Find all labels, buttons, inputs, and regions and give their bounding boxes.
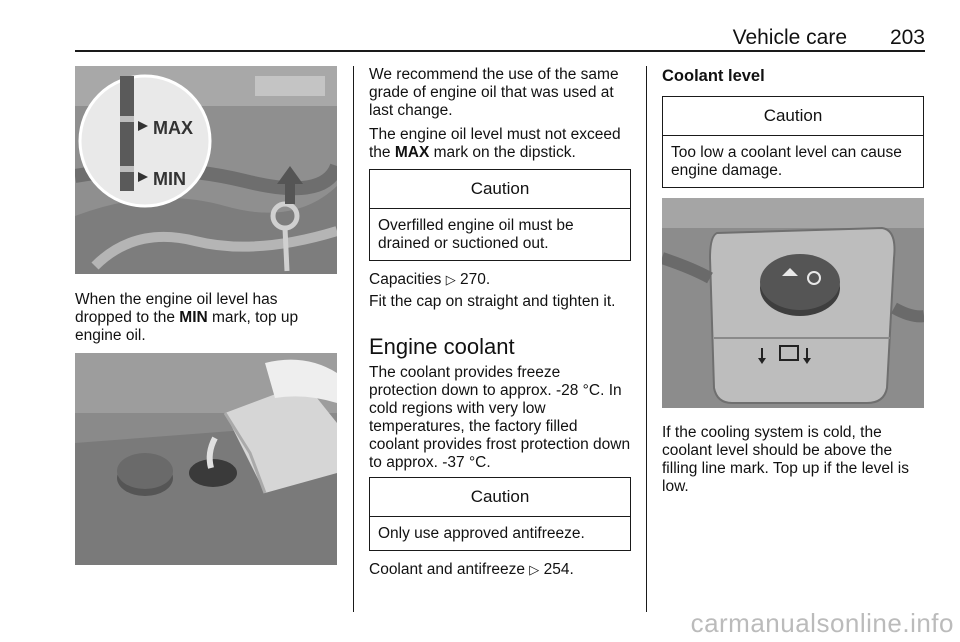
caution-box-coolant [662, 96, 924, 188]
max-paragraph: The engine oil level must not exceed the MAX mark on the dipstick. [369, 126, 621, 161]
caution-title: Caution [370, 170, 630, 209]
capacities-line: Capacities ▷ 270. [369, 271, 491, 288]
section-title: Vehicle care [732, 26, 847, 49]
cooling-system-paragraph: If the cooling system is cold, the coolant level should be above the filling line mark. Top up if the level is low. [662, 424, 909, 495]
grade-paragraph: We recommend the use of the same grade of engine oil that was used at last change. [369, 66, 619, 119]
min-paragraph: When the engine oil level has dropped to the MIN mark, top up engine oil. [75, 291, 299, 344]
reference-arrow-icon: ▷ [529, 562, 540, 577]
cap-paragraph: Fit the cap on straight and tighten it. [369, 293, 616, 310]
page-number: 203 [889, 26, 925, 49]
caution-title: Caution [370, 478, 630, 517]
reference-arrow-icon: ▷ [445, 272, 456, 287]
antifreeze-page-link[interactable]: 254. [543, 561, 574, 578]
caution-box-antifreeze [369, 477, 631, 551]
caution-title: Caution [663, 97, 923, 136]
coolant-paragraph: The coolant provides freeze protection down to approx. -28 °C. In cold regions with very low temperatures, the factory filled coolant provides frost protection down to approx. -37 °C. [369, 364, 631, 471]
capacities-page-link[interactable]: 270. [460, 271, 491, 288]
dipstick-illustration [75, 66, 337, 274]
engine-coolant-heading: Engine coolant [369, 334, 515, 359]
column-divider-1 [353, 66, 354, 612]
column-divider-2 [646, 66, 647, 612]
caution-body: Too low a coolant level can cause engine damage. [671, 144, 902, 179]
coolant-level-heading: Coolant level [662, 67, 765, 85]
coolant-reservoir-illustration [662, 198, 924, 408]
watermark: carmanualsonline.info [690, 608, 954, 638]
min-label: MIN [153, 169, 186, 189]
oil-pouring-illustration [75, 353, 337, 565]
caution-body: Overfilled engine oil must be drained or suctioned out. [378, 217, 574, 252]
caution-box-overfill [369, 169, 631, 261]
antifreeze-line: Coolant and antifreeze ▷ 254. [369, 561, 574, 578]
max-label: MAX [153, 118, 193, 138]
page-header [75, 26, 925, 52]
caution-body: Only use approved antifreeze. [378, 525, 585, 542]
